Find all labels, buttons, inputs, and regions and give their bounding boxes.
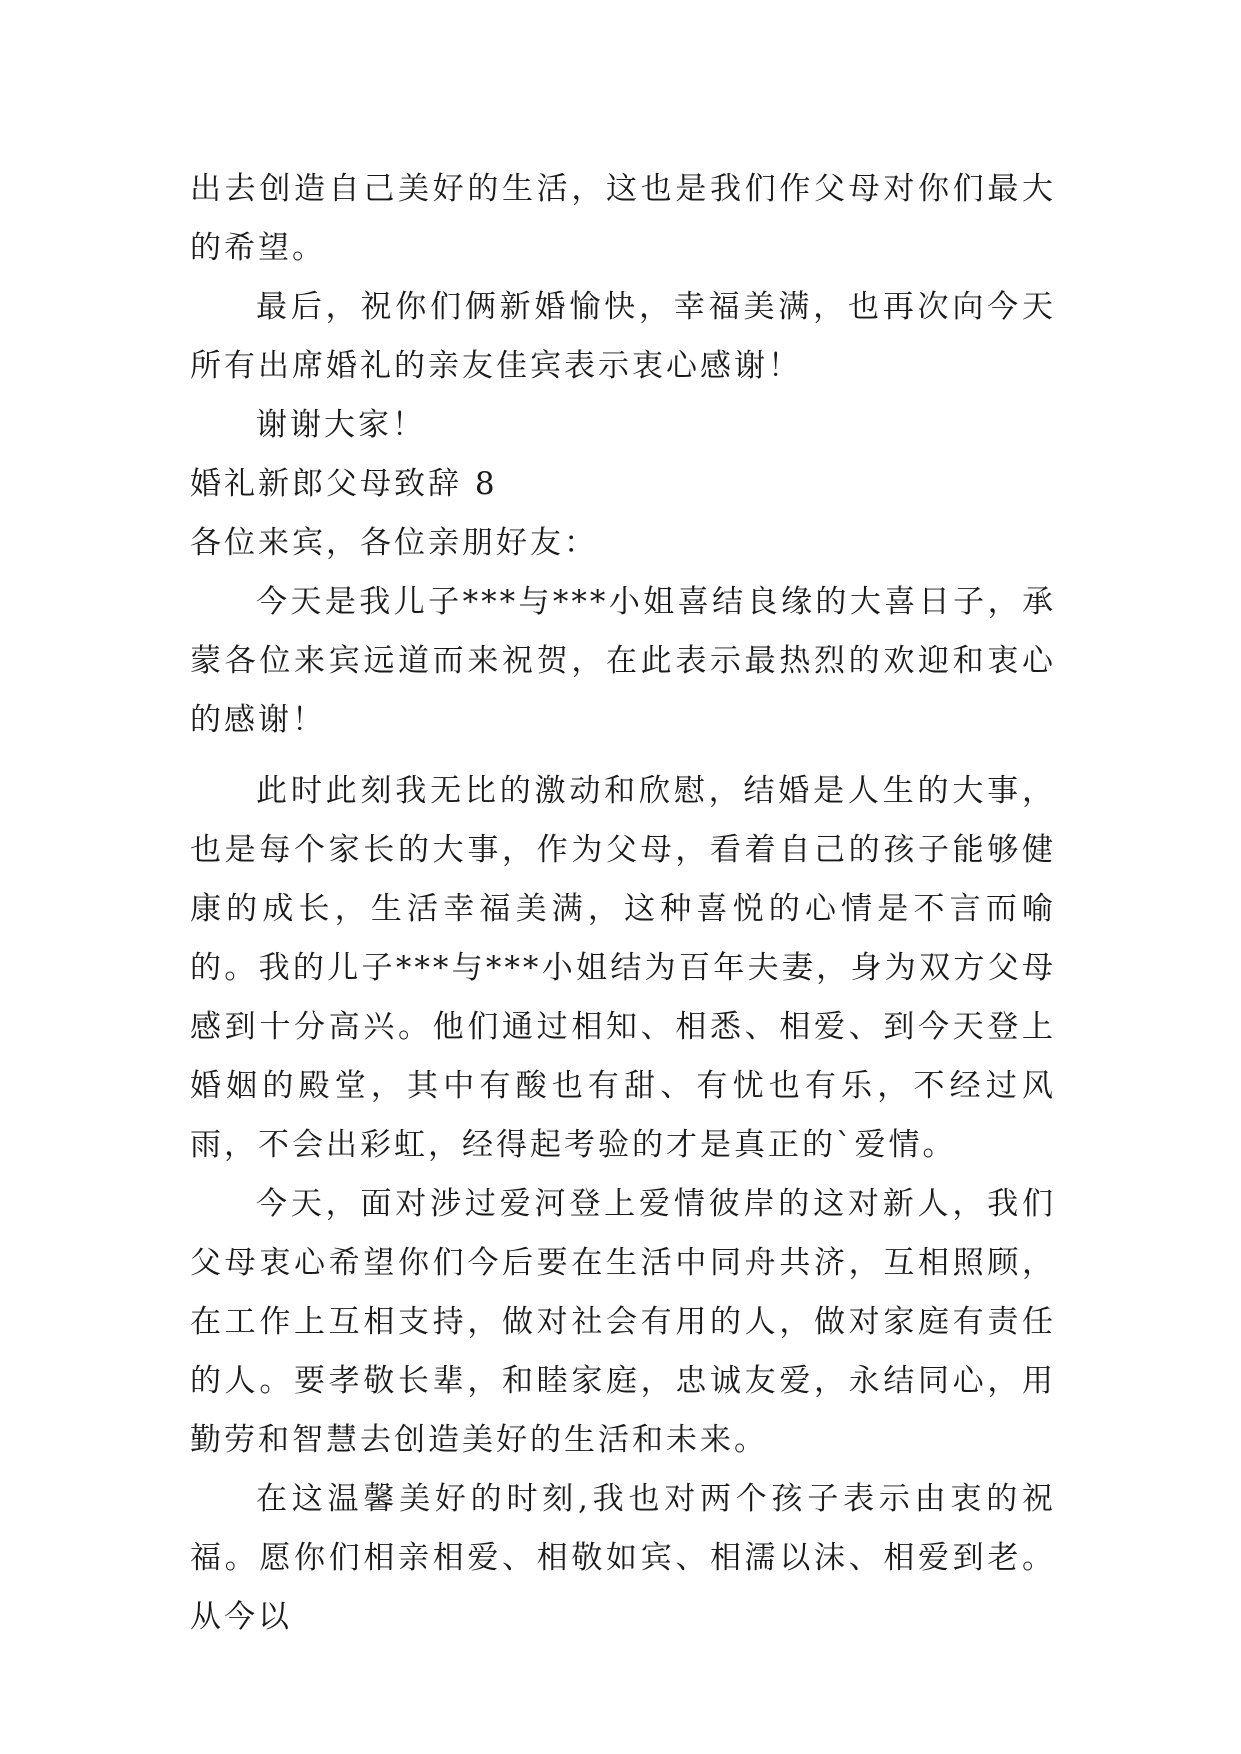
paragraph-welcome: 今天是我儿子***与***小姐喜结良缘的大喜日子，承蒙各位来宾远道而来祝贺，在此表示最热烈的欢迎和衷心的感谢！ — [190, 584, 1056, 738]
salutation: 各位来宾，各位亲朋好友： — [190, 525, 598, 561]
paragraph-emotion: 此时此刻我无比的激动和欣慰，结婚是人生的大事，也是每个家长的大事，作为父母，看着自己的孩子能够健康的成长，生活幸福美满，这种喜悦的心情是不言而喻的。我的儿子***与***小姐结为百年夫妻，身为双方父母感到十分高兴。他们通过相知、相悉、相爱、到今天登上婚姻的殿堂，其中有酸也有甜、有忧也有乐，不经过风雨，不会出彩虹，经得起考验的才是真正的`爱情。 — [190, 773, 1056, 1163]
paragraph-thanks: 谢谢大家！ — [256, 407, 426, 443]
section-heading: 婚礼新郎父母致辞 8 — [190, 466, 498, 502]
paragraph-final-blessing: 在这温馨美好的时刻,我也对两个孩子表示由衷的祝福。愿你们相亲相爱、相敬如宾、相濡以沫、相爱到老。从今以 — [190, 1481, 1056, 1635]
document-body — [190, 160, 1056, 1647]
paragraph-hope: 出去创造自己美好的生活，这也是我们作父母对你们最大的希望。 — [190, 171, 1056, 266]
paragraph-blessing: 最后，祝你们俩新婚愉快，幸福美满，也再次向今天所有出席婚礼的亲友佳宾表示衷心感谢！ — [190, 289, 1056, 384]
paragraph-wishes: 今天，面对涉过爱河登上爱情彼岸的这对新人，我们父母衷心希望你们今后要在生活中同舟共济，互相照顾，在工作上互相支持，做对社会有用的人，做对家庭有责任的人。要孝敬长辈，和睦家庭，忠诚友爱，永结同心，用勤劳和智慧去创造美好的生活和未来。 — [190, 1186, 1056, 1458]
